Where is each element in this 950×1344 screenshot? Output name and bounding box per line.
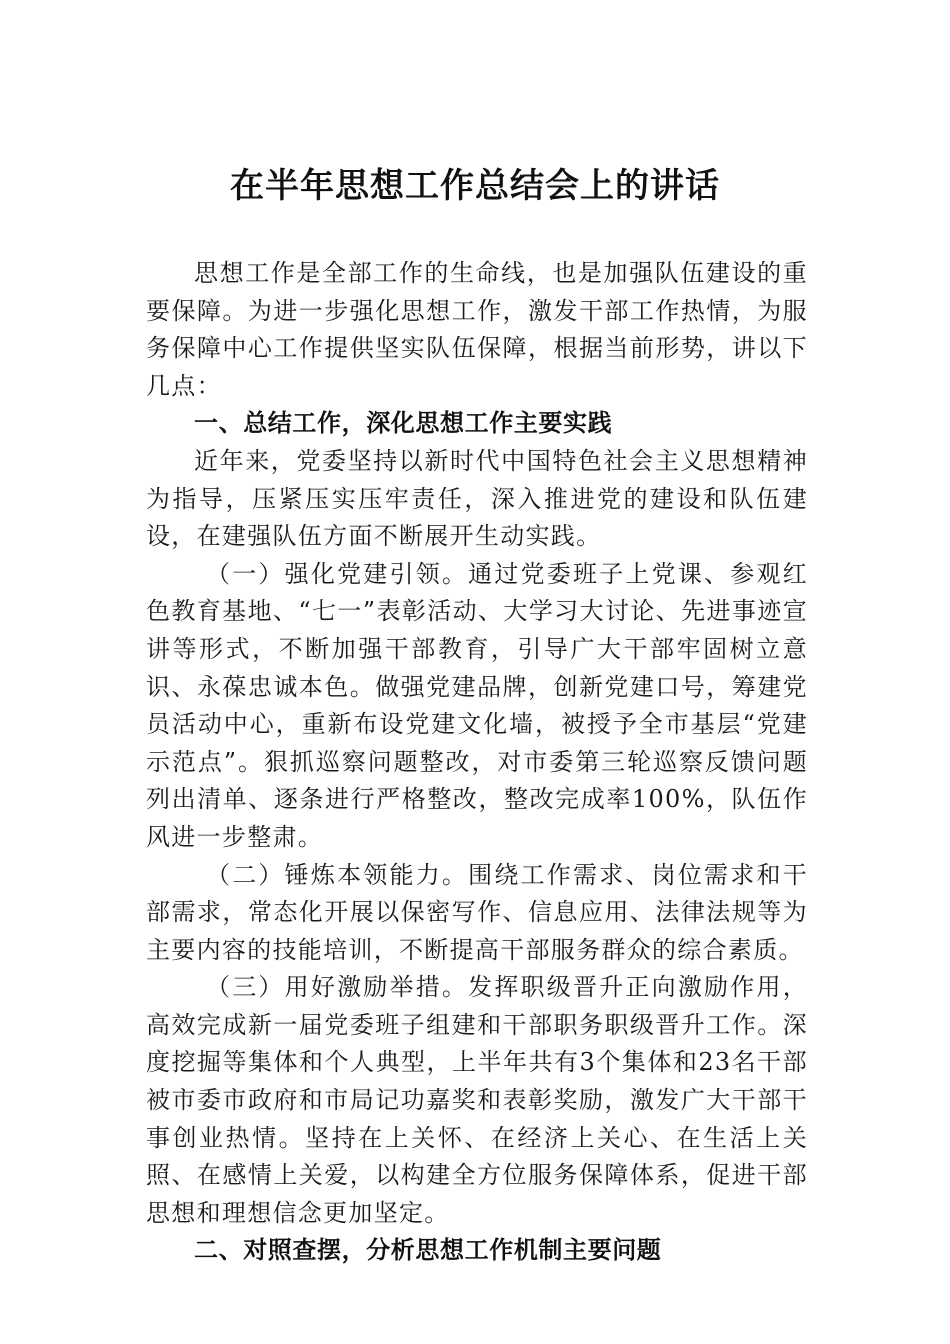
- section-heading-2: 二、对照查摆，分析思想工作机制主要问题: [194, 1236, 662, 1265]
- section1-item-3: （三）用好激励举措。发挥职级晋升正向激励作用，高效完成新一届党委班子组建和干部职务职级晋升工作。深度挖掘等集体和个人典型，上半年共有3个集体和23名干部被市委市政府和市局记功嘉奖和表彰奖励，激发广大干部干事创业热情。坚持在上关怀、在经济上关心、在生活上关照、在感情上关爱，以构建全方位服务保障体系，促进干部思想和理想信念更加坚定。: [146, 973, 808, 1227]
- section1-lead-paragraph: 近年来，党委坚持以新时代中国特色社会主义思想精神为指导，压紧压实压牢责任，深入推进党的建设和队伍建设，在建强队伍方面不断展开生动实践。: [146, 446, 808, 551]
- document-title: 在半年思想工作总结会上的讲话: [230, 166, 720, 206]
- document-body: [146, 255, 808, 1270]
- intro-paragraph: 思想工作是全部工作的生命线，也是加强队伍建设的重要保障。为进一步强化思想工作，激发干部工作热情，为服务保障中心工作提供坚实队伍保障，根据当前形势，讲以下几点：: [146, 259, 808, 400]
- section1-item-1: （一）强化党建引领。通过党委班子上党课、参观红色教育基地、“七一”表彰活动、大学习大讨论、先进事迹宣讲等形式，不断加强干部教育，引导广大干部牢固树立意识、永葆忠诚本色。做强党建品牌，创新党建口号，筹建党员活动中心，重新布设党建文化墙，被授予全市基层“党建示范点”。狠抓巡察问题整改，对市委第三轮巡察反馈问题列出清单、逐条进行严格整改，整改完成率100%，队伍作风进一步整肃。: [146, 559, 808, 851]
- section1-item-2: （二）锤炼本领能力。围绕工作需求、岗位需求和干部需求，常态化开展以保密写作、信息应用、法律法规等为主要内容的技能培训，不断提高干部服务群众的综合素质。: [146, 860, 808, 964]
- section-heading-1: 一、总结工作，深化思想工作主要实践: [194, 409, 613, 438]
